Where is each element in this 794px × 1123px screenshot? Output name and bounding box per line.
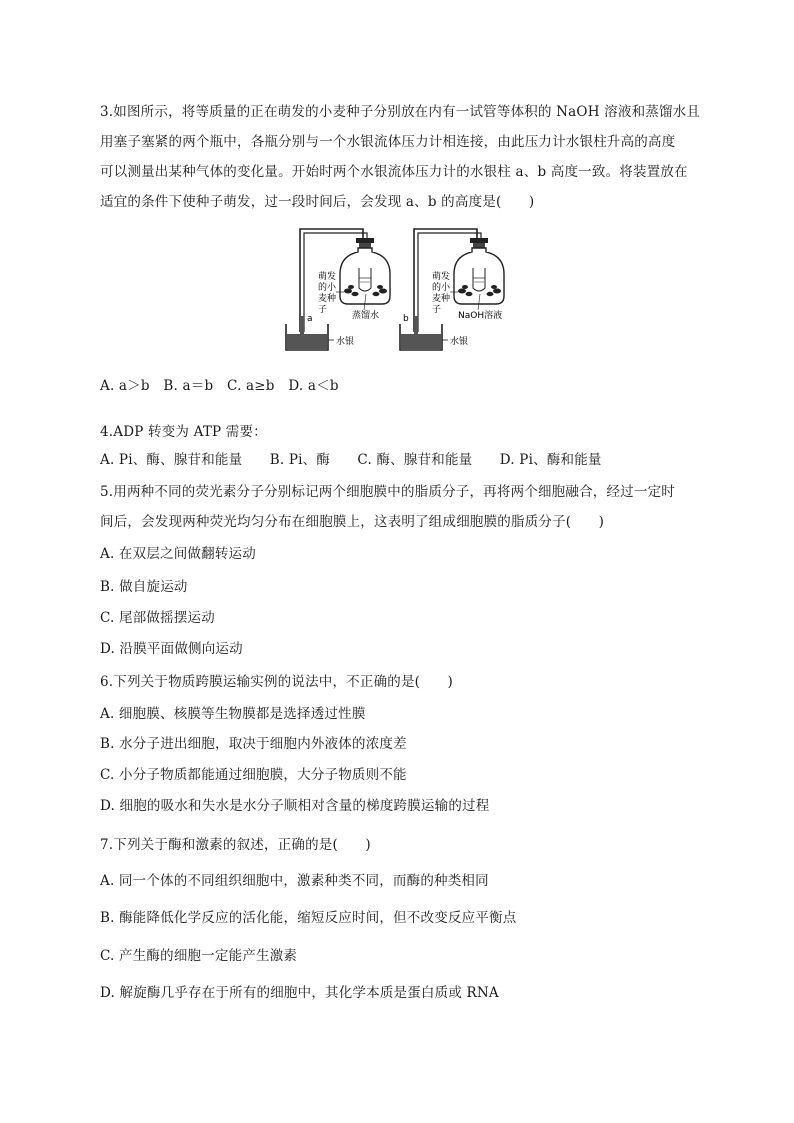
q5-stem-line-2: 间后，会发现两种荧光均匀分布在细胞膜上，这表明了组成细胞膜的脂质分子( ) <box>100 514 605 530</box>
right-seed-label-3: 麦种 <box>432 294 451 304</box>
left-seed-label-1: 萌发 <box>318 272 337 282</box>
left-mercury <box>287 334 327 349</box>
q5-option-b: B. 做自旋运动 <box>100 579 188 595</box>
right-liquid-label: NaOH溶液 <box>458 311 503 321</box>
left-seed-label-2: 的小 <box>318 283 337 293</box>
q7-option-c: C. 产生酶的细胞一定能产生激素 <box>100 948 298 964</box>
q7-option-d: D. 解旋酶几乎存在于所有的细胞中，其化学本质是蛋白质或 RNA <box>100 985 499 1001</box>
left-liquid-label: 蒸馏水 <box>352 311 380 321</box>
q6-option-a: A. 细胞膜、核膜等生物膜都是选择透过性膜 <box>100 706 366 722</box>
right-apparatus <box>400 229 504 350</box>
q7-option-b: B. 酶能降低化学反应的活化能，缩短反应时间，但不改变反应平衡点 <box>100 910 517 926</box>
q3-options-line: A. a＞b B. a＝b C. a≥b D. a＜b <box>100 378 339 394</box>
right-seed-label-2: 的小 <box>432 283 451 293</box>
right-seed-label-1: 萌发 <box>432 272 451 282</box>
right-mercury <box>401 334 441 349</box>
right-column-label: b <box>403 314 409 324</box>
left-mercury-column <box>300 316 304 334</box>
left-mercury-label: 水银 <box>336 337 355 347</box>
right-mercury-label: 水银 <box>450 337 469 347</box>
q4-stem: 4.ADP 转变为 ATP 需要： <box>100 424 267 440</box>
q5-option-d: D. 沿膜平面做侧向运动 <box>100 641 243 657</box>
q3-apparatus-figure <box>280 224 530 358</box>
right-seed-label-4: 子 <box>432 305 442 315</box>
q6-option-c: C. 小分子物质都能通过细胞膜，大分子物质则不能 <box>100 767 407 783</box>
right-mercury-column <box>414 316 418 334</box>
left-apparatus <box>286 229 390 350</box>
left-column-label: a <box>307 314 313 324</box>
q5-option-a: A. 在双层之间做翻转运动 <box>100 546 256 562</box>
q6-stem: 6.下列关于物质跨膜运输实例的说法中，不正确的是( ) <box>100 674 454 690</box>
left-seed-label-4: 子 <box>318 305 328 315</box>
left-seed-label-3: 麦种 <box>318 294 337 304</box>
q3-stem-line-2: 用塞子塞紧的两个瓶中，各瓶分别与一个水银流体压力计相连接，由此压力计水银柱升高的高度 <box>100 134 676 150</box>
right-bottle <box>454 248 504 304</box>
left-stopper <box>356 238 374 243</box>
q7-option-a: A. 同一个体的不同组织细胞中，激素种类不同，而酶的种类相同 <box>100 873 489 889</box>
q5-stem-line-1: 5.用两种不同的荧光素分子分别标记两个细胞膜中的脂质分子，再将两个细胞融合，经过一定时 <box>100 484 675 500</box>
apparatus-diagram <box>280 224 530 358</box>
q3-stem-line-1: 3.如图所示，将等质量的正在萌发的小麦种子分别放在内有一试管等体积的 NaOH 溶液和蒸馏水且 <box>100 104 701 120</box>
q7-stem: 7.下列关于酶和激素的叙述，正确的是( ) <box>100 837 371 853</box>
q3-stem-line-4: 适宜的条件下使种子萌发，过一段时间后，会发现 a、b 的高度是( ) <box>100 194 535 210</box>
q4-options-line: A. Pi、酶、腺苷和能量 B. Pi、酶 C. 酶、腺苷和能量 D. Pi、酶和能量 <box>100 452 602 468</box>
q6-option-b: B. 水分子进出细胞，取决于细胞内外液体的浓度差 <box>100 736 407 752</box>
q6-option-d: D. 细胞的吸水和失水是水分子顺相对含量的梯度跨膜运输的过程 <box>100 798 490 814</box>
q5-option-c: C. 尾部做摇摆运动 <box>100 610 215 626</box>
right-stopper <box>470 238 488 243</box>
q3-stem-line-3: 可以测量出某种气体的变化量。开始时两个水银流体压力计的水银柱 a、b 高度一致。将装置放在 <box>100 164 688 180</box>
left-bottle <box>340 248 390 304</box>
